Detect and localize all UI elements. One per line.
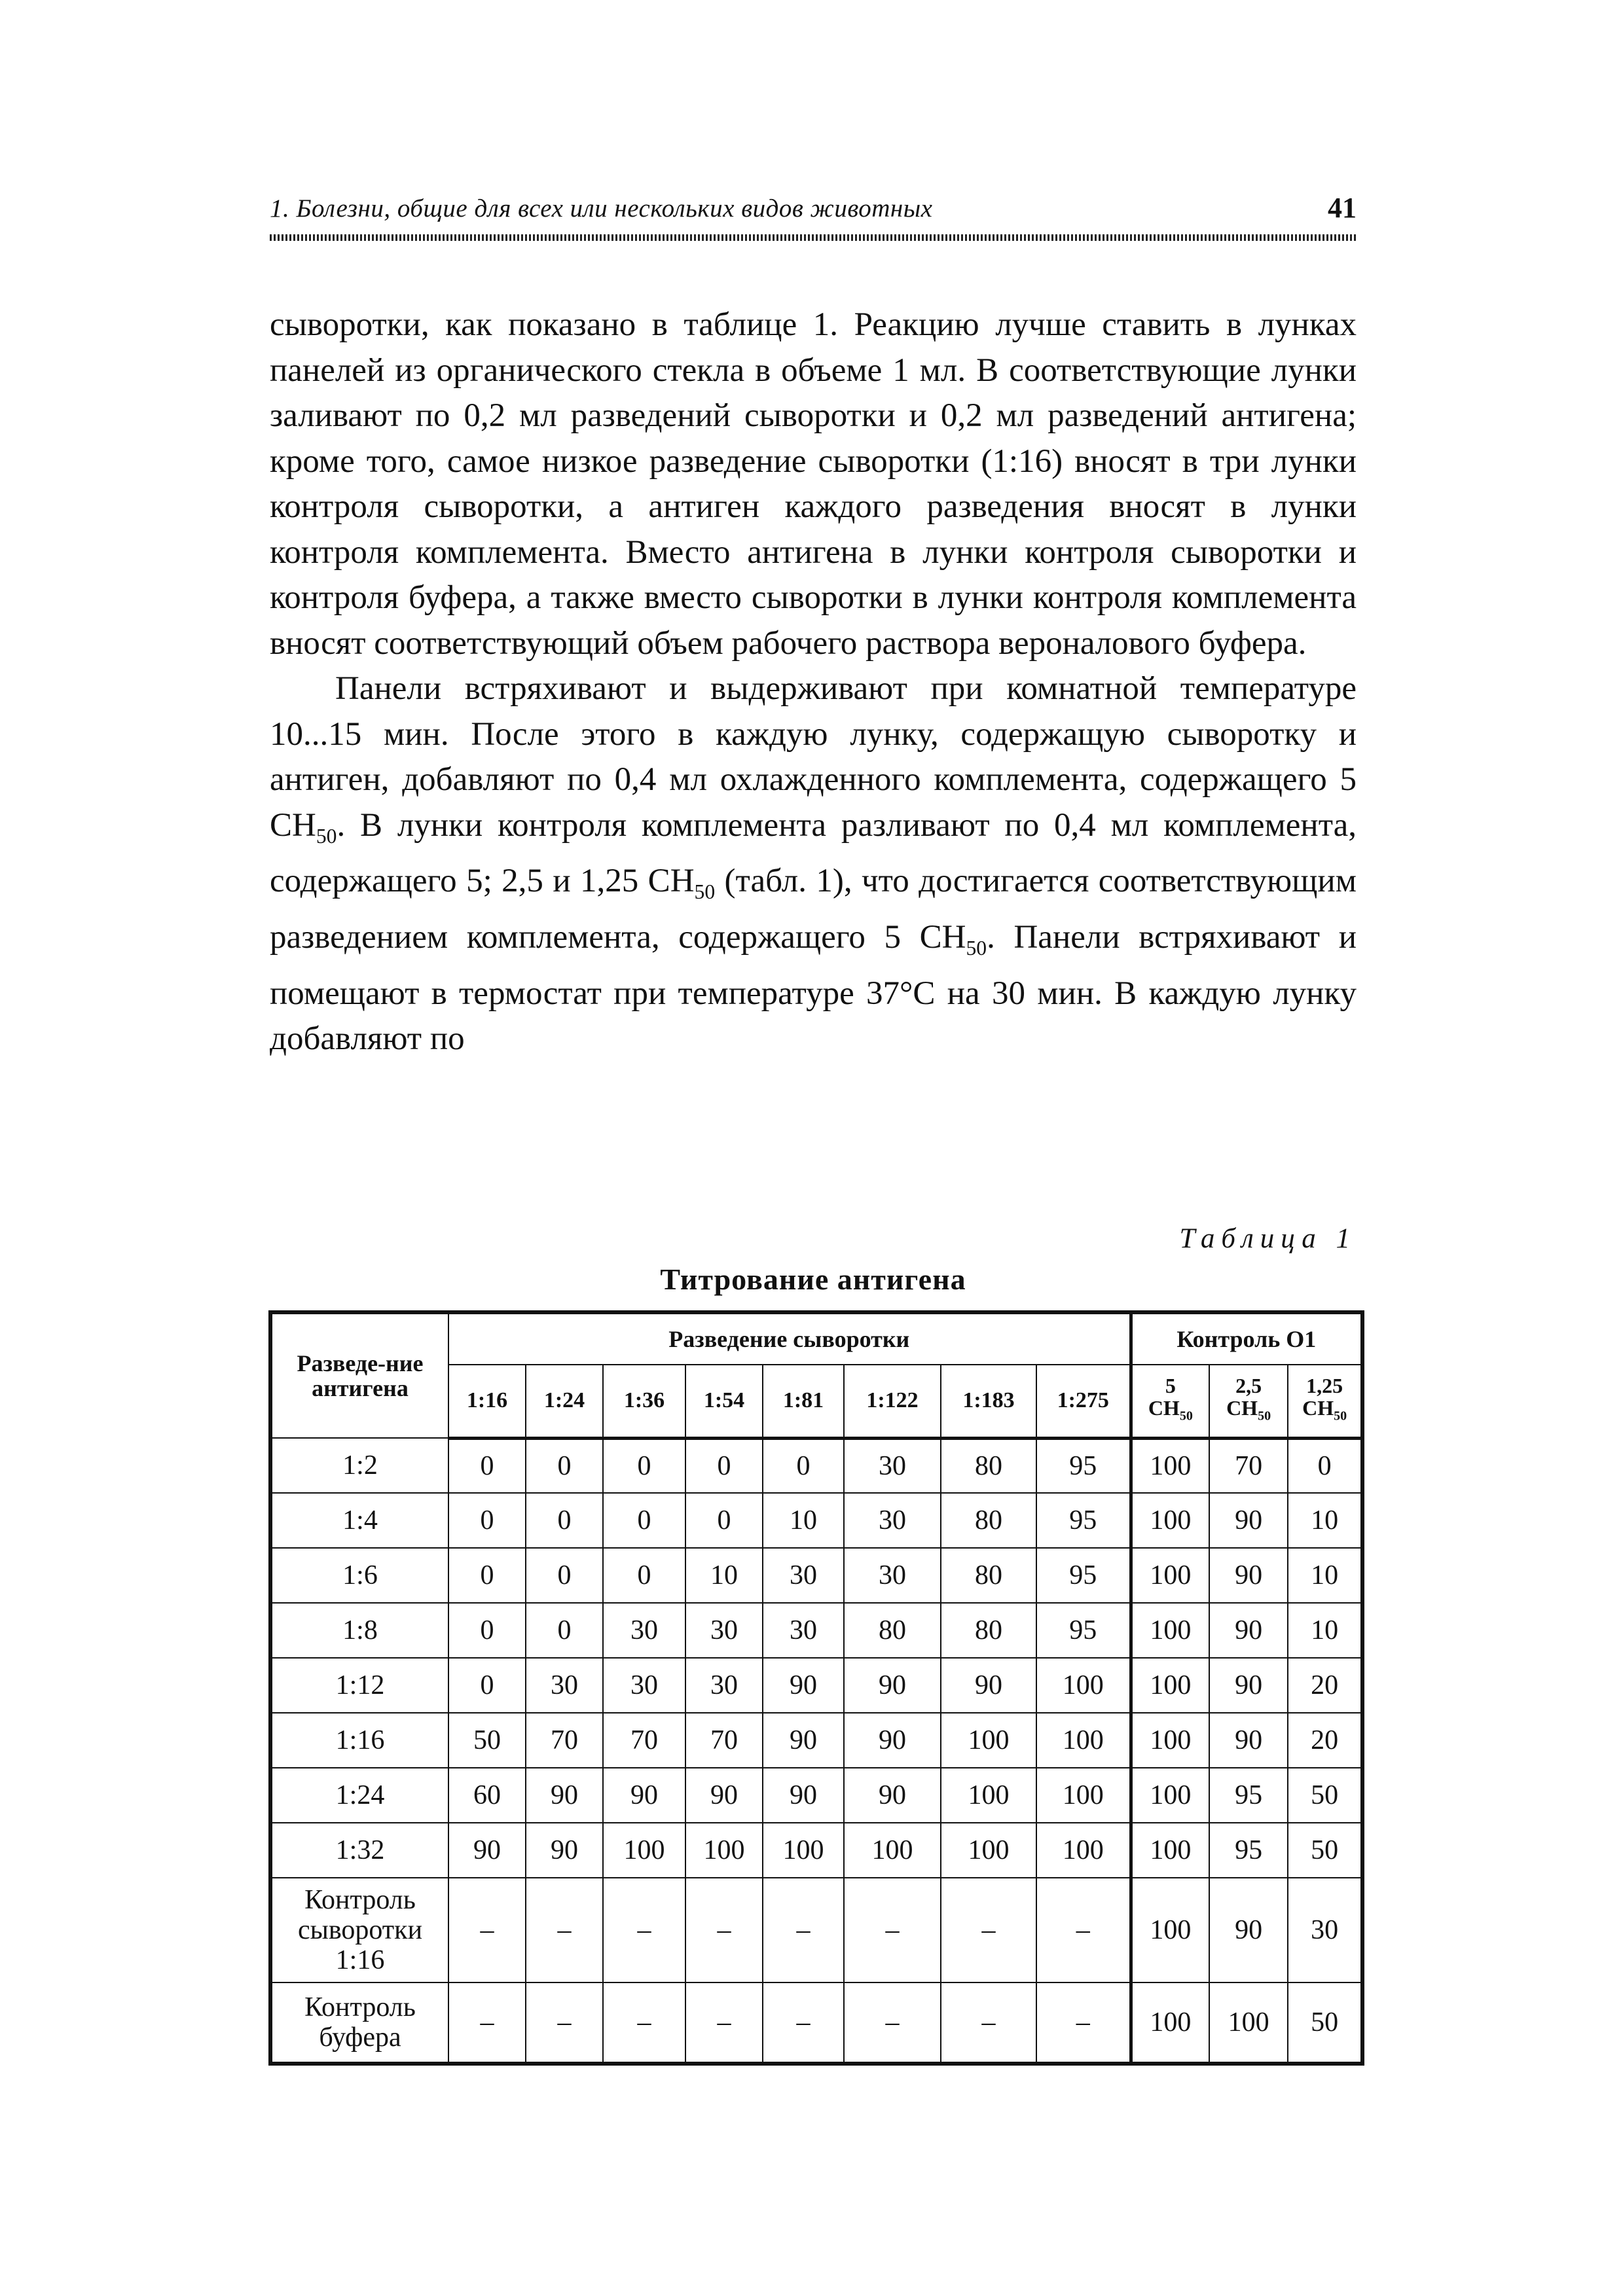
table-row: [270, 1768, 1362, 1823]
table-title: Титрование антигена: [660, 1263, 966, 1296]
table-cell: 30: [685, 1603, 763, 1658]
table-cell: 90: [1209, 1713, 1288, 1768]
subscript-50: 50: [966, 937, 987, 960]
table-cell: 90: [763, 1713, 844, 1768]
table-cell: 90: [844, 1768, 941, 1823]
table-cell: 0: [448, 1438, 526, 1493]
table-cell: 90: [526, 1768, 603, 1823]
control-dose-header: [1209, 1365, 1288, 1438]
table-row: [270, 1823, 1362, 1878]
table-cell: 100: [1131, 1878, 1209, 1982]
table-cell: 90: [1209, 1548, 1288, 1603]
table-cell: 100: [844, 1823, 941, 1878]
table-cell: –: [1036, 1878, 1131, 1982]
table-cell: 90: [685, 1768, 763, 1823]
table-cell: 95: [1036, 1493, 1131, 1548]
table-cell: 90: [1209, 1493, 1288, 1548]
control-dose-header: [1288, 1365, 1362, 1438]
control-dose-unit: $CH_{50}$: [1226, 1396, 1271, 1424]
table-cell: 60: [448, 1768, 526, 1823]
page-number: 41: [1328, 192, 1357, 224]
table-cell: 30: [603, 1658, 685, 1713]
table-cell: 100: [1036, 1713, 1131, 1768]
table-cell: 90: [763, 1768, 844, 1823]
table-cell: 0: [526, 1493, 603, 1548]
table-cell: 100: [941, 1713, 1036, 1768]
paragraph-2-part-c: (табл. 1), что достигается соответствующим разведением комплемента, содержащего 5 CH: [270, 863, 1357, 956]
control-dose-unit: $CH_{50}$: [1302, 1396, 1347, 1424]
table-row: [270, 1658, 1362, 1713]
table-cell: 80: [941, 1603, 1036, 1658]
table-cell: 10: [685, 1548, 763, 1603]
table-cell: 10: [1288, 1548, 1362, 1603]
table-cell: 30: [685, 1658, 763, 1713]
table-cell: 100: [603, 1823, 685, 1878]
row-label: Контроль сыворотки 1:16: [270, 1878, 448, 1982]
control-group-header: Контроль О1: [1131, 1312, 1362, 1365]
table-cell: 0: [448, 1548, 526, 1603]
paragraph-2-part-d: . Панели встряхивают и помещают в термостат при температуре 37°C на 30 мин. В каждую лунку добавляют по: [270, 918, 1357, 1058]
table-cell: –: [1036, 1982, 1131, 2064]
table-cell: 30: [844, 1548, 941, 1603]
table-cell: –: [603, 1982, 685, 2064]
row-label: 1:6: [270, 1548, 448, 1603]
table-cell: 30: [603, 1603, 685, 1658]
row-label: 1:12: [270, 1658, 448, 1713]
table-cell: 100: [941, 1823, 1036, 1878]
table-cell: 50: [448, 1713, 526, 1768]
table-row: [270, 1438, 1362, 1493]
serum-dilution-header: 1:24: [526, 1365, 603, 1438]
serum-dilution-header: 1:183: [941, 1365, 1036, 1438]
table-cell: –: [685, 1878, 763, 1982]
table-cell: 100: [1131, 1982, 1209, 2064]
titration-table: [268, 1310, 1364, 2066]
row-label: 1:2: [270, 1438, 448, 1493]
table-cell: 90: [844, 1658, 941, 1713]
table-cell: 30: [844, 1493, 941, 1548]
table-cell: 0: [448, 1603, 526, 1658]
serum-dilution-group-header: Разведение сыворотки: [448, 1312, 1131, 1365]
table-cell: 100: [1131, 1713, 1209, 1768]
table-cell: –: [844, 1878, 941, 1982]
row-label: Контроль буфера: [270, 1982, 448, 2064]
table-row: [270, 1982, 1362, 2064]
table-cell: 0: [603, 1493, 685, 1548]
table-cell: 80: [941, 1493, 1036, 1548]
table-cell: 70: [685, 1713, 763, 1768]
table-cell: 0: [603, 1438, 685, 1493]
row-label: 1:8: [270, 1603, 448, 1658]
body-text: [270, 302, 1357, 1062]
running-header: [270, 194, 1357, 234]
table-cell: 100: [1131, 1768, 1209, 1823]
row-label: 1:4: [270, 1493, 448, 1548]
table-cell: 100: [1131, 1658, 1209, 1713]
paragraph-2: [270, 666, 1357, 1062]
table-cell: –: [603, 1878, 685, 1982]
row-label: 1:32: [270, 1823, 448, 1878]
table-body: [270, 1438, 1362, 2064]
table-cell: –: [448, 1878, 526, 1982]
table-cell: –: [941, 1982, 1036, 2064]
serum-dilution-header: 1:122: [844, 1365, 941, 1438]
header-rule: [270, 234, 1357, 241]
table-cell: –: [844, 1982, 941, 2064]
table-cell: 80: [941, 1438, 1036, 1493]
control-dose-header: [1131, 1365, 1209, 1438]
serum-dilution-header: 1:275: [1036, 1365, 1131, 1438]
table-cell: 90: [448, 1823, 526, 1878]
serum-dilution-header: 1:81: [763, 1365, 844, 1438]
serum-dilution-header: 1:54: [685, 1365, 763, 1438]
table-cell: –: [685, 1982, 763, 2064]
table-cell: 50: [1288, 1823, 1362, 1878]
table-cell: 90: [763, 1658, 844, 1713]
table-cell: 0: [526, 1603, 603, 1658]
table-cell: 30: [1288, 1878, 1362, 1982]
table-cell: 0: [685, 1493, 763, 1548]
table-cell: 0: [448, 1658, 526, 1713]
table-cell: 100: [1131, 1603, 1209, 1658]
table-label: Таблица 1: [1179, 1223, 1357, 1254]
table-cell: 100: [1131, 1438, 1209, 1493]
table-cell: 70: [1209, 1438, 1288, 1493]
table-cell: 0: [1288, 1438, 1362, 1493]
row-label: 1:24: [270, 1768, 448, 1823]
subscript-50: 50: [316, 824, 337, 848]
table-cell: 0: [448, 1493, 526, 1548]
table-cell: 90: [844, 1713, 941, 1768]
table-cell: 100: [763, 1823, 844, 1878]
table-cell: 0: [526, 1438, 603, 1493]
subscript-50: 50: [694, 880, 716, 904]
table-cell: 30: [844, 1438, 941, 1493]
table-cell: 70: [526, 1713, 603, 1768]
table-row: [270, 1493, 1362, 1548]
serum-dilution-header: 1:36: [603, 1365, 685, 1438]
table-cell: 0: [526, 1548, 603, 1603]
table-cell: 95: [1209, 1768, 1288, 1823]
table-cell: 100: [1131, 1493, 1209, 1548]
running-header-title: 1. Болезни, общие для всех или нескольких видов животных: [270, 194, 933, 223]
serum-dilution-header: 1:16: [448, 1365, 526, 1438]
table-cell: –: [763, 1878, 844, 1982]
table-cell: 0: [763, 1438, 844, 1493]
table-cell: 95: [1036, 1603, 1131, 1658]
table-cell: 50: [1288, 1768, 1362, 1823]
table-cell: 30: [763, 1603, 844, 1658]
table-cell: 30: [526, 1658, 603, 1713]
table-cell: 100: [685, 1823, 763, 1878]
control-dose-unit: $CH_{50}$: [1148, 1396, 1193, 1424]
table-cell: 30: [763, 1548, 844, 1603]
table-cell: 100: [1209, 1982, 1288, 2064]
table-cell: 10: [1288, 1493, 1362, 1548]
control-dose-value: 5: [1165, 1374, 1176, 1398]
table-cell: –: [448, 1982, 526, 2064]
table-cell: 90: [941, 1658, 1036, 1713]
table-cell: 90: [526, 1823, 603, 1878]
table-cell: 100: [1131, 1548, 1209, 1603]
table-cell: 20: [1288, 1658, 1362, 1713]
table-cell: 95: [1209, 1823, 1288, 1878]
table-cell: 95: [1036, 1548, 1131, 1603]
table-row: [270, 1713, 1362, 1768]
paragraph-1: сыворотки, как показано в таблице 1. Реакцию лучше ставить в лунках панелей из органического стекла в объеме 1 мл. В соответствующие лунки заливают по 0,2 мл разведений сыворотки и 0,2 мл разведений антигена; кроме того, самое низкое разведение сыворотки (1:16) вносят в три лунки контроля сыворотки, а антиген каждого разведения вносят в лунки контроля комплемента. Вместо антигена в лунки контроля сыворотки и контроля буфера, а также вместо сыворотки в лунки контроля комплемента вносят соответствующий объем рабочего раствора веронaлового буфера.: [270, 306, 1357, 662]
table-cell: 100: [941, 1768, 1036, 1823]
table-cell: 100: [1036, 1768, 1131, 1823]
table-cell: 80: [844, 1603, 941, 1658]
paragraph-2-part-a: Панели встряхивают и выдерживают при комнатной температуре 10...15 мин. После этого в каждую лунку, содержащую сыворотку и антиген, добавляют по 0,4 мл охлажденного комплемента, содержащего 5 CH: [270, 670, 1357, 844]
table-cell: 0: [603, 1548, 685, 1603]
table-cell: 10: [1288, 1603, 1362, 1658]
table-cell: 50: [1288, 1982, 1362, 2064]
table-cell: –: [763, 1982, 844, 2064]
table-cell: 20: [1288, 1713, 1362, 1768]
table-cell: 95: [1036, 1438, 1131, 1493]
row-label: 1:16: [270, 1713, 448, 1768]
table-cell: 100: [1131, 1823, 1209, 1878]
table-cell: 90: [1209, 1603, 1288, 1658]
table-cell: –: [526, 1982, 603, 2064]
table-cell: 90: [603, 1768, 685, 1823]
antigen-dilution-header: Разведе-ние антигена: [270, 1312, 448, 1438]
table-cell: 80: [941, 1548, 1036, 1603]
table-row: [270, 1548, 1362, 1603]
table-row: [270, 1878, 1362, 1982]
control-dose-value: 2,5: [1235, 1374, 1262, 1398]
table-cell: 70: [603, 1713, 685, 1768]
paragraph-2-part-b: . В лунки контроля комплемента разливают по 0,4 мл комплемента, содержащего 5; 2,5 и 1,25 CH: [270, 806, 1357, 900]
table-cell: 10: [763, 1493, 844, 1548]
table-cell: –: [941, 1878, 1036, 1982]
control-dose-value: 1,25: [1306, 1374, 1343, 1398]
table-cell: 100: [1036, 1823, 1131, 1878]
table-row: [270, 1603, 1362, 1658]
table-cell: 0: [685, 1438, 763, 1493]
table-cell: 90: [1209, 1658, 1288, 1713]
table-cell: 100: [1036, 1658, 1131, 1713]
table-cell: 90: [1209, 1878, 1288, 1982]
table-cell: –: [526, 1878, 603, 1982]
